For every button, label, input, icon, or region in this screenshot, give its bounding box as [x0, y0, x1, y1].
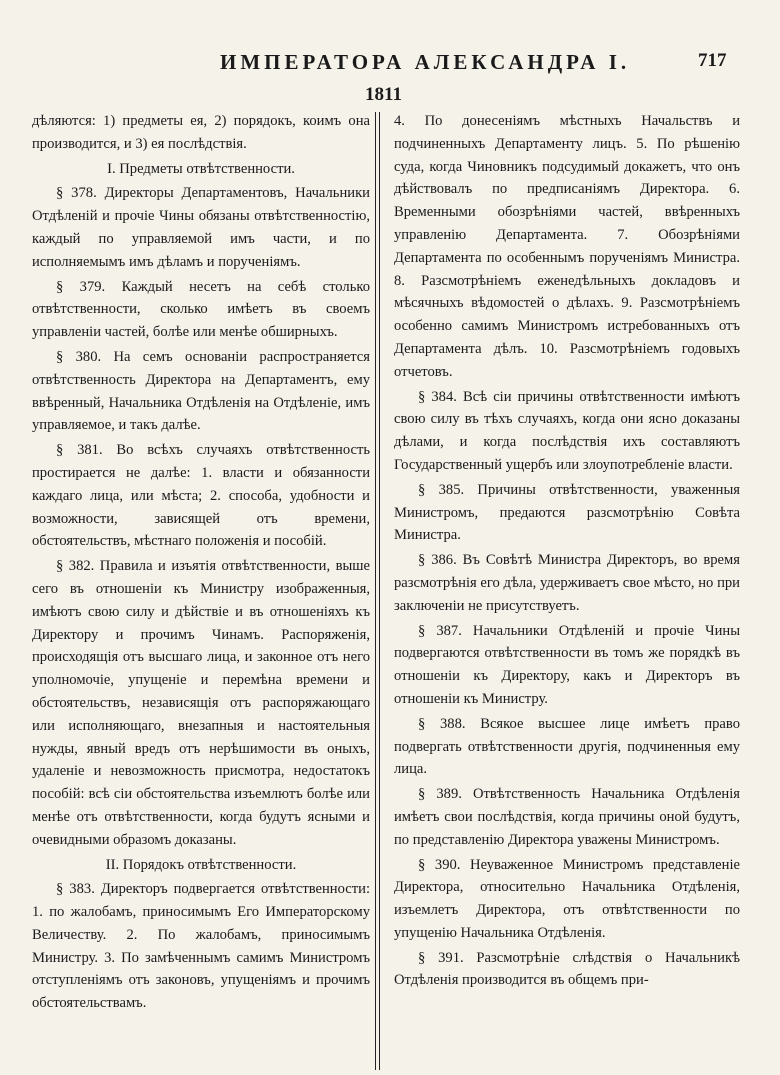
left-column — [32, 110, 370, 1017]
right-column — [394, 110, 740, 994]
article-386: § 386. Въ Совѣтѣ Министра Директоръ, во время разсмотрѣнія его дѣла, удерживаетъ свое мѣсто, но при заключеніи не присутствуетъ. — [394, 552, 740, 614]
section-heading-subjects: I. Предметы отвѣтственности. — [107, 160, 295, 177]
article-380: § 380. На семъ основаніи распространяется отвѣтственность Директора на Департаментъ, ему ввѣренный, Начальника Отдѣленія на Отдѣленіе, имъ управляемое, и такъ далѣе. — [32, 348, 370, 434]
year-marker: 1811 — [365, 84, 402, 105]
right-continuation-text: 4. По донесеніямъ мѣстныхъ Начальствъ и подчиненныхъ Департаменту лицъ. 5. По рѣшенію суда, когда Чиновникъ подсудимый докажетъ, что онъ дѣйствовалъ по предписаніямъ Директора. 6. Временными обозрѣніями частей, ввѣренныхъ управленію Департамента. 7. Обозрѣніями Департамента по особеннымъ порученіямъ Министра. 8. Разсмотрѣніемъ еженедѣльныхъ докладовъ и мѣсячныхъ вѣдомостей о дѣлахъ. 9. Разсмотрѣніемъ особенно самимъ Министромъ истребованныхъ отъ Департамента дѣлъ. 10. Разсмотрѣніемъ годовыхъ отчетовъ. — [394, 113, 740, 380]
article-390: § 390. Неуваженное Министромъ представленіе Директора, относительно Начальника Отдѣленія, изъемлетъ Директора, отъ отвѣтственности по упущенію Начальника Отдѣленія. — [394, 856, 740, 941]
left-continuation-text: дѣляются: 1) предметы ея, 2) порядокъ, коимъ она производится, и 3) ея послѣдствія. — [32, 113, 370, 152]
running-title: ИМПЕРАТОРА АЛЕКСАНДРА I. — [220, 50, 631, 74]
article-387: § 387. Начальники Отдѣленій и прочіе Чины подвергаются отвѣтственности въ томъ же порядкѣ въ отношеніи къ Директору, какъ и Директоръ въ отношеніи къ Министру. — [394, 622, 740, 707]
article-384: § 384. Всѣ сіи причины отвѣтственности имѣютъ свою силу въ тѣхъ случаяхъ, когда они ясно доказаны дѣлами, и когда послѣдствія ихъ составляютъ Государственный ущербъ или злоупотребленіе власти. — [394, 388, 740, 473]
article-385: § 385. Причины отвѣтственности, уваженныя Министромъ, предаются разсмотрѣнію Совѣта Министра. — [394, 481, 740, 544]
article-389: § 389. Отвѣтственность Начальника Отдѣленія имѣетъ свои послѣдствія, когда причины оной будутъ, по представленію Директора уважены Министромъ. — [394, 786, 740, 848]
article-388: § 388. Всякое высшее лице имѣетъ право подвергать отвѣтственности другія, подчиненныя ему лица. — [394, 715, 740, 778]
article-383: § 383. Директоръ подвергается отвѣтственности: 1. по жалобамъ, приносимымъ Его Императорскому Величеству. 2. По жалобамъ, приносимымъ Министру. 3. По замѣченнымъ самимъ Министромъ отступленіямъ отъ законовъ, упущеніямъ и прочимъ обстоятельствамъ. — [32, 881, 370, 1012]
page-header — [0, 50, 780, 80]
section-heading-procedure: II. Порядокъ отвѣтственности. — [105, 856, 297, 873]
article-382: § 382. Правила и изъятія отвѣтственности, выше сего въ отношеніи къ Министру изображенныя, имѣютъ свою силу и дѣйствіе и въ отношеніяхъ къ Директору и прочимъ Чинамъ. Распоряженія, происходящія отъ высшаго лица, и законное отъ него уполномочіе, упущеніе и перемѣна времени и обстоятельствъ, независящія отъ распоряжающаго или исполняющаго, внезапныя и настоятельныя нужды, явный вредъ отъ нерѣшимости въ оныхъ, удаленіе и невозможность присмотра, недостатокъ пособій: всѣ сіи обстоятельства изъемлютъ болѣе или менѣе отъ отвѣтственности, когда будутъ ясными и очевидными образомъ доказаны. — [32, 558, 370, 848]
column-divider — [375, 112, 380, 1070]
article-381: § 381. Во всѣхъ случаяхъ отвѣтственность простирается не далѣе: 1. власти и обязанности каждаго лица, или мѣста; 2. способа, удобности и возможности, зависящей отъ времени, обстоятельствъ, мѣстнаго положенія и пособій. — [32, 442, 370, 550]
article-379: § 379. Каждый несетъ на себѣ столько отвѣтственности, сколько имѣетъ въ своемъ управленіи частей, болѣе или менѣе обширныхъ. — [32, 278, 370, 341]
article-391: § 391. Разсмотрѣніе слѣдствія о Начальникѣ Отдѣленія производится въ общемъ при- — [394, 949, 740, 989]
article-378: § 378. Директоры Департаментовъ, Начальники Отдѣленій и прочіе Чины обязаны отвѣтственностію, каждый по управляемой имъ части, и по исполняемымъ имъ дѣламъ и порученіямъ. — [32, 185, 370, 270]
page-number: 717 — [698, 50, 727, 71]
